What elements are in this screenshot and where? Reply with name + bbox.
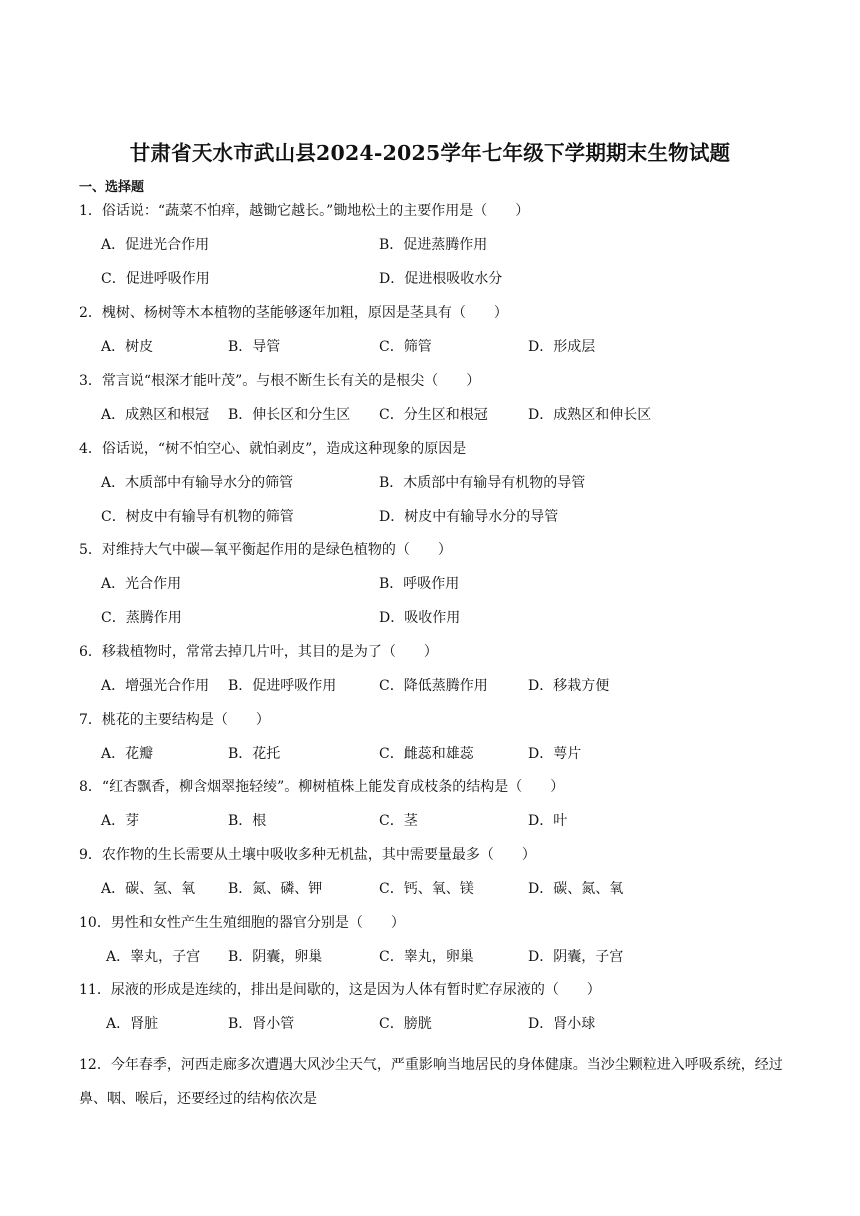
question-6-stem: 6．移栽植物时，常常去掉几片叶，其目的是为了（ ） — [79, 644, 438, 660]
question-10-stem: 10．男性和女性产生生殖细胞的器官分别是（ ） — [79, 915, 405, 931]
question-4-option-c[interactable]: C．树皮中有输导有机物的筛管 — [101, 509, 294, 525]
question-3-stem: 3．常言说“根深才能叶茂”。与根不断生长有关的是根尖（ ） — [79, 373, 481, 389]
question-8-option-d[interactable]: D．叶 — [528, 813, 568, 829]
question-3-option-c[interactable]: C．分生区和根冠 — [379, 407, 488, 423]
question-11-stem: 11．尿液的形成是连续的，排出是间歇的，这是因为人体有暂时贮存尿液的（ ） — [79, 982, 601, 998]
question-1-stem: 1．俗话说：“蔬菜不怕痒，越锄它越长。”锄地松土的主要作用是（ ） — [79, 203, 530, 219]
question-8-option-c[interactable]: C．茎 — [379, 813, 418, 829]
question-10-option-b[interactable]: B．阴囊，卵巢 — [228, 949, 323, 965]
question-7-option-b[interactable]: B．花托 — [228, 746, 281, 762]
question-7-stem: 7．桃花的主要结构是（ ） — [79, 712, 270, 728]
question-6-option-a[interactable]: A．增强光合作用 — [101, 678, 210, 694]
question-4-option-d[interactable]: D．树皮中有输导水分的导管 — [379, 509, 559, 525]
question-9-option-b[interactable]: B．氮、磷、钾 — [228, 881, 323, 897]
question-6-option-b[interactable]: B．促进呼吸作用 — [228, 678, 337, 694]
question-10-option-a[interactable]: A．睾丸，子宫 — [106, 949, 201, 965]
question-4-stem: 4．俗话说，“树不怕空心、就怕剥皮”，造成这种现象的原因是 — [79, 441, 467, 457]
question-12-stem: 12．今年春季，河西走廊多次遭遇大风沙尘天气，严重影响当地居民的身体健康。当沙尘颗粒进入呼吸系统，经过鼻、咽、喉后，还要经过的结构依次是 — [79, 1057, 783, 1107]
question-7-option-d[interactable]: D．萼片 — [528, 746, 582, 762]
question-10-option-d[interactable]: D．阴囊，子宫 — [528, 949, 624, 965]
question-2-stem: 2．槐树、杨树等木本植物的茎能够逐年加粗，原因是茎具有（ ） — [79, 305, 508, 321]
question-5-option-a[interactable]: A．光合作用 — [101, 576, 182, 592]
question-7-option-c[interactable]: C．雌蕊和雄蕊 — [379, 746, 474, 762]
question-9-option-c[interactable]: C．钙、氧、镁 — [379, 881, 474, 897]
question-2-option-a[interactable]: A．树皮 — [101, 339, 154, 355]
question-8-stem: 8．“红杏飘香，柳含烟翠拖轻绫”。柳树植株上能发育成枝条的结构是（ ） — [79, 779, 565, 795]
question-4-option-b[interactable]: B．木质部中有输导有机物的导管 — [379, 475, 586, 491]
question-5-option-d[interactable]: D．吸收作用 — [379, 610, 461, 626]
question-11-option-b[interactable]: B．肾小管 — [228, 1016, 295, 1032]
question-1-option-d[interactable]: D．促进根吸收水分 — [379, 271, 503, 287]
question-5-option-b[interactable]: B．呼吸作用 — [379, 576, 460, 592]
question-9-stem: 9．农作物的生长需要从土壤中吸收多种无机盐，其中需要量最多（ ） — [79, 847, 536, 863]
exam-title: 甘肃省天水市武山县2024-2025学年七年级下学期期末生物试题 — [129, 141, 731, 165]
question-4-option-a[interactable]: A．木质部中有输导水分的筛管 — [101, 475, 294, 491]
question-3-option-a[interactable]: A．成熟区和根冠 — [101, 407, 210, 423]
section-heading: 一、选择题 — [79, 180, 145, 195]
question-3-option-b[interactable]: B．伸长区和分生区 — [228, 407, 351, 423]
question-1-option-b[interactable]: B．促进蒸腾作用 — [379, 237, 488, 253]
question-3-option-d[interactable]: D．成熟区和伸长区 — [528, 407, 652, 423]
question-8-option-b[interactable]: B．根 — [228, 813, 267, 829]
question-2-option-b[interactable]: B．导管 — [228, 339, 281, 355]
question-2-option-d[interactable]: D．形成层 — [528, 339, 596, 355]
question-6-option-d[interactable]: D．移栽方便 — [528, 678, 610, 694]
question-5-option-c[interactable]: C．蒸腾作用 — [101, 610, 182, 626]
question-9-option-a[interactable]: A．碳、氢、氧 — [101, 881, 196, 897]
question-11-option-d[interactable]: D．肾小球 — [528, 1016, 596, 1032]
question-7-option-a[interactable]: A．花瓣 — [101, 746, 154, 762]
question-1-option-c[interactable]: C．促进呼吸作用 — [101, 271, 210, 287]
question-11-option-a[interactable]: A．肾脏 — [106, 1016, 159, 1032]
question-2-option-c[interactable]: C．筛管 — [379, 339, 432, 355]
question-5-stem: 5．对维持大气中碳—氧平衡起作用的是绿色植物的（ ） — [79, 542, 452, 558]
question-1-option-a[interactable]: A．促进光合作用 — [101, 237, 210, 253]
question-10-option-c[interactable]: C．睾丸，卵巢 — [379, 949, 474, 965]
question-8-option-a[interactable]: A．芽 — [101, 813, 140, 829]
question-6-option-c[interactable]: C．降低蒸腾作用 — [379, 678, 488, 694]
question-9-option-d[interactable]: D．碳、氮、氧 — [528, 881, 624, 897]
question-11-option-c[interactable]: C．膀胱 — [379, 1016, 432, 1032]
